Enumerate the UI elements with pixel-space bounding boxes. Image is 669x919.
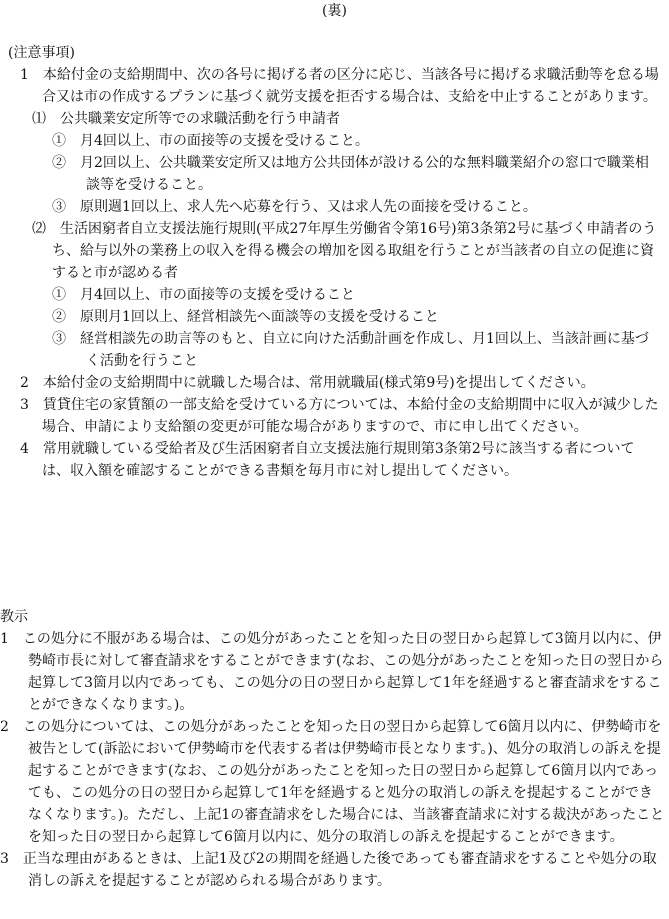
appeal-item-3-text: 正当な理由があるときは、上記1及び2の期間を経過した後であっても審査請求をすることや処分の取消しの訴えを提起することが認められる場合があります。 [22,851,657,889]
appeal-notice-section [0,606,665,892]
notice-sub-2-point-1 [8,284,660,306]
notice-heading: (注意事項) [8,45,75,61]
point-text: 原則月1回以上、経営相談先へ面談等の支援を受けること [80,309,439,325]
appeal-item-2 [0,716,665,848]
notice-item-3 [8,394,660,438]
point-num: ② [52,309,66,325]
appeal-item-2-num: 2 [0,719,9,735]
notice-item-4-num: 4 [20,441,29,457]
notice-item-3-num: 3 [20,397,29,413]
appeal-item-2-text: この処分については、この処分があったことを知った日の翌日から起算して6箇月以内に、伊勢崎市を被告として(訴訟において伊勢崎市を代表する者は伊勢崎市長となります。)、処分の取消しの訴えを提起することができます(なお、この処分があったことを知った日の翌日から起算して6箇月以内であっても、この処分の日の翌日から起算して1年を経過すると処分の取消しの訴えを提起することができなくなります。)。ただし、上記1の審査請求をした場合には、当該審査請求に対する裁決があったことを知った日の翌日から起算して6箇月以内に、処分の取消しの訴えを提起することができます。 [22,719,665,845]
notice-item-4 [8,438,660,482]
notice-sub-2-point-3 [8,328,660,372]
point-num: ① [52,133,66,149]
appeal-item-3-num: 3 [0,851,9,867]
appeal-item-1-text: この処分に不服がある場合は、この処分があったことを知った日の翌日から起算して3箇月以内に、伊勢崎市長に対して審査請求をすることができます(なお、この処分があったことを知った日の翌日から起算して3箇月以内であっても、この処分の日の翌日から起算して1年を経過すると審査請求をすることができなくなります。)。 [22,631,664,713]
appeal-item-1-num: 1 [0,631,9,647]
appeal-item-3 [0,848,665,892]
notice-sub-2-text: 生活困窮者自立支援法施行規則(平成27年厚生労働省令第16号)第3条第2号に基づく申請者のうち、給与以外の業務上の収入を得る機会の増加を図る取組を行うことが当該者の自立の促進に資すると市が認める者 [52,221,657,281]
notice-section [8,42,660,482]
notice-item-2-num: 2 [20,375,29,391]
point-num: ③ [52,331,66,347]
point-num: ③ [52,199,66,215]
point-text: 月2回以上、公共職業安定所又は地方公共団体が設ける公的な無料職業紹介の窓口で職業相談等を受けること。 [80,155,649,193]
notice-item-2 [8,372,660,394]
notice-item-1-text: 本給付金の支給期間中、次の各号に掲げる者の区分に応じ、当該各号に掲げる求職活動等を怠る場合又は市の作成するプランに基づく就労支援を拒否する場合は、支給を中止することがあります。 [42,67,659,105]
notice-sub-1-num: ⑴ [32,111,46,127]
notice-item-4-text: 常用就職している受給者及び生活困窮者自立支援法施行規則第3条第2号に該当する者については、収入額を確認することができる書類を毎月市に対し提出してください。 [42,441,635,479]
notice-item-2-text: 本給付金の支給期間中に就職した場合は、常用就職届(様式第9号)を提出してください。 [42,375,595,391]
notice-sub-2-num: ⑵ [32,221,46,237]
point-text: 経営相談先の助言等のもと、自立に向けた活動計画を作成し、月1回以上、当該計画に基づく活動を行うこと [80,331,649,369]
point-text: 月4回以上、市の面接等の支援を受けること [80,287,355,303]
appeal-heading: 教示 [0,609,28,625]
notice-sub-2-point-2 [8,306,660,328]
notice-sub-1-text: 公共職業安定所等での求職活動を行う申請者 [60,111,340,127]
notice-sub-1-point-3 [8,196,660,218]
point-text: 月4回以上、市の面接等の支援を受けること。 [80,133,369,149]
point-text: 原則週1回以上、求人先へ応募を行う、又は求人先の面接を受けること。 [80,199,537,215]
point-num: ① [52,287,66,303]
appeal-item-1 [0,628,665,716]
notice-sub-1-point-2 [8,152,660,196]
notice-sub-2 [8,218,660,284]
page-label: (裏) [322,3,347,19]
notice-sub-1 [8,108,660,130]
point-num: ② [52,155,66,171]
notice-sub-1-point-1 [8,130,660,152]
notice-item-1-num: 1 [20,67,29,83]
notice-item-1 [8,64,660,108]
notice-item-3-text: 賃貸住宅の家賃額の一部支給を受けている方については、本給付金の支給期間中に収入が減少した場合、申請により支給額の変更が可能な場合がありますので、市に申し出てください。 [42,397,659,435]
